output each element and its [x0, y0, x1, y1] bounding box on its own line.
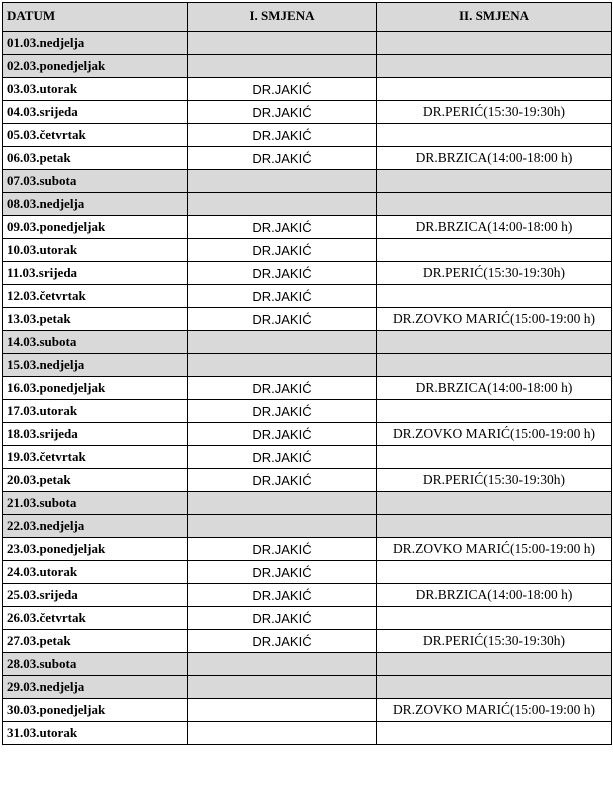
shift-1-cell: DR.JAKIĆ — [188, 400, 377, 423]
shift-2-cell: DR.BRZICA(14:00-18:00 h) — [377, 147, 612, 170]
shift-2-cell — [377, 170, 612, 193]
table-row — [3, 32, 612, 55]
table-row — [3, 538, 612, 561]
table-row — [3, 377, 612, 400]
date-cell: 05.03.četvrtak — [3, 124, 188, 147]
table-row — [3, 469, 612, 492]
shift-2-cell — [377, 607, 612, 630]
table-row — [3, 676, 612, 699]
shift-2-cell: DR.BRZICA(14:00-18:00 h) — [377, 584, 612, 607]
shift-1-cell — [188, 170, 377, 193]
table-row — [3, 55, 612, 78]
shift-1-cell — [188, 699, 377, 722]
shift-1-cell: DR.JAKIĆ — [188, 124, 377, 147]
shift-1-cell: DR.JAKIĆ — [188, 308, 377, 331]
shift-2-cell — [377, 239, 612, 262]
shift-1-cell — [188, 55, 377, 78]
shift-2-cell — [377, 285, 612, 308]
shift-1-cell — [188, 354, 377, 377]
date-cell: 08.03.nedjelja — [3, 193, 188, 216]
shift-2-cell — [377, 561, 612, 584]
date-cell: 12.03.četvrtak — [3, 285, 188, 308]
table-row — [3, 285, 612, 308]
shift-1-cell: DR.JAKIĆ — [188, 607, 377, 630]
date-cell: 20.03.petak — [3, 469, 188, 492]
shift-1-cell — [188, 676, 377, 699]
table-row — [3, 124, 612, 147]
shift-2-cell — [377, 446, 612, 469]
shift-2-cell — [377, 193, 612, 216]
date-cell: 17.03.utorak — [3, 400, 188, 423]
date-cell: 30.03.ponedjeljak — [3, 699, 188, 722]
date-cell: 10.03.utorak — [3, 239, 188, 262]
shift-1-cell: DR.JAKIĆ — [188, 216, 377, 239]
shift-2-cell — [377, 515, 612, 538]
date-cell: 22.03.nedjelja — [3, 515, 188, 538]
date-cell: 29.03.nedjelja — [3, 676, 188, 699]
shift-2-cell: DR.ZOVKO MARIĆ(15:00-19:00 h) — [377, 423, 612, 446]
shift-1-cell: DR.JAKIĆ — [188, 101, 377, 124]
table-row — [3, 101, 612, 124]
table-row — [3, 699, 612, 722]
table-row — [3, 423, 612, 446]
date-cell: 06.03.petak — [3, 147, 188, 170]
date-cell: 18.03.srijeda — [3, 423, 188, 446]
table-row — [3, 216, 612, 239]
date-cell: 11.03.srijeda — [3, 262, 188, 285]
shift-1-cell: DR.JAKIĆ — [188, 147, 377, 170]
shift-2-cell: DR.ZOVKO MARIĆ(15:00-19:00 h) — [377, 538, 612, 561]
shift-2-cell — [377, 722, 612, 745]
shift-1-cell: DR.JAKIĆ — [188, 630, 377, 653]
date-cell: 21.03.subota — [3, 492, 188, 515]
date-cell: 28.03.subota — [3, 653, 188, 676]
date-cell: 02.03.ponedjeljak — [3, 55, 188, 78]
shift-1-cell: DR.JAKIĆ — [188, 446, 377, 469]
shift-2-cell — [377, 124, 612, 147]
date-cell: 31.03.utorak — [3, 722, 188, 745]
shift-schedule-table — [2, 2, 612, 745]
date-cell: 25.03.srijeda — [3, 584, 188, 607]
shift-1-cell — [188, 331, 377, 354]
schedule-body — [3, 32, 612, 745]
shift-1-cell — [188, 653, 377, 676]
table-row — [3, 147, 612, 170]
table-row — [3, 354, 612, 377]
date-cell: 24.03.utorak — [3, 561, 188, 584]
shift-1-cell — [188, 193, 377, 216]
table-row — [3, 170, 612, 193]
table-row — [3, 607, 612, 630]
table-row — [3, 239, 612, 262]
date-cell: 01.03.nedjelja — [3, 32, 188, 55]
date-cell: 16.03.ponedjeljak — [3, 377, 188, 400]
shift-1-cell: DR.JAKIĆ — [188, 423, 377, 446]
shift-2-cell — [377, 331, 612, 354]
shift-2-cell — [377, 55, 612, 78]
date-cell: 13.03.petak — [3, 308, 188, 331]
shift-2-cell — [377, 653, 612, 676]
shift-2-cell: DR.ZOVKO MARIĆ(15:00-19:00 h) — [377, 308, 612, 331]
shift-1-cell — [188, 32, 377, 55]
table-row — [3, 561, 612, 584]
table-row — [3, 308, 612, 331]
date-cell: 27.03.petak — [3, 630, 188, 653]
shift-1-cell: DR.JAKIĆ — [188, 561, 377, 584]
table-row — [3, 400, 612, 423]
shift-1-cell — [188, 492, 377, 515]
table-row — [3, 193, 612, 216]
shift-2-cell — [377, 32, 612, 55]
shift-1-cell: DR.JAKIĆ — [188, 78, 377, 101]
date-cell: 04.03.srijeda — [3, 101, 188, 124]
table-row — [3, 584, 612, 607]
table-row — [3, 331, 612, 354]
table-header-row — [3, 3, 612, 32]
shift-1-cell — [188, 722, 377, 745]
shift-1-cell — [188, 515, 377, 538]
table-row — [3, 262, 612, 285]
shift-2-cell — [377, 400, 612, 423]
date-cell: 15.03.nedjelja — [3, 354, 188, 377]
shift-1-cell: DR.JAKIĆ — [188, 262, 377, 285]
shift-2-cell: DR.PERIĆ(15:30-19:30h) — [377, 469, 612, 492]
shift-2-cell: DR.BRZICA(14:00-18:00 h) — [377, 216, 612, 239]
date-cell: 07.03.subota — [3, 170, 188, 193]
shift-1-cell: DR.JAKIĆ — [188, 239, 377, 262]
date-cell: 09.03.ponedjeljak — [3, 216, 188, 239]
table-row — [3, 515, 612, 538]
shift-1-cell: DR.JAKIĆ — [188, 584, 377, 607]
shift-2-cell: DR.PERIĆ(15:30-19:30h) — [377, 262, 612, 285]
table-row — [3, 446, 612, 469]
date-cell: 14.03.subota — [3, 331, 188, 354]
header-shift-1: I. SMJENA — [188, 3, 377, 32]
date-cell: 26.03.četvrtak — [3, 607, 188, 630]
shift-2-cell: DR.PERIĆ(15:30-19:30h) — [377, 101, 612, 124]
shift-1-cell: DR.JAKIĆ — [188, 469, 377, 492]
table-row — [3, 653, 612, 676]
shift-1-cell: DR.JAKIĆ — [188, 377, 377, 400]
table-row — [3, 78, 612, 101]
shift-1-cell: DR.JAKIĆ — [188, 285, 377, 308]
date-cell: 23.03.ponedjeljak — [3, 538, 188, 561]
shift-2-cell — [377, 354, 612, 377]
header-shift-2: II. SMJENA — [377, 3, 612, 32]
header-date: DATUM — [3, 3, 188, 32]
date-cell: 19.03.četvrtak — [3, 446, 188, 469]
shift-2-cell — [377, 676, 612, 699]
table-row — [3, 630, 612, 653]
shift-1-cell: DR.JAKIĆ — [188, 538, 377, 561]
shift-2-cell — [377, 78, 612, 101]
shift-2-cell: DR.BRZICA(14:00-18:00 h) — [377, 377, 612, 400]
table-row — [3, 492, 612, 515]
shift-2-cell: DR.ZOVKO MARIĆ(15:00-19:00 h) — [377, 699, 612, 722]
shift-2-cell: DR.PERIĆ(15:30-19:30h) — [377, 630, 612, 653]
shift-2-cell — [377, 492, 612, 515]
table-row — [3, 722, 612, 745]
date-cell: 03.03.utorak — [3, 78, 188, 101]
